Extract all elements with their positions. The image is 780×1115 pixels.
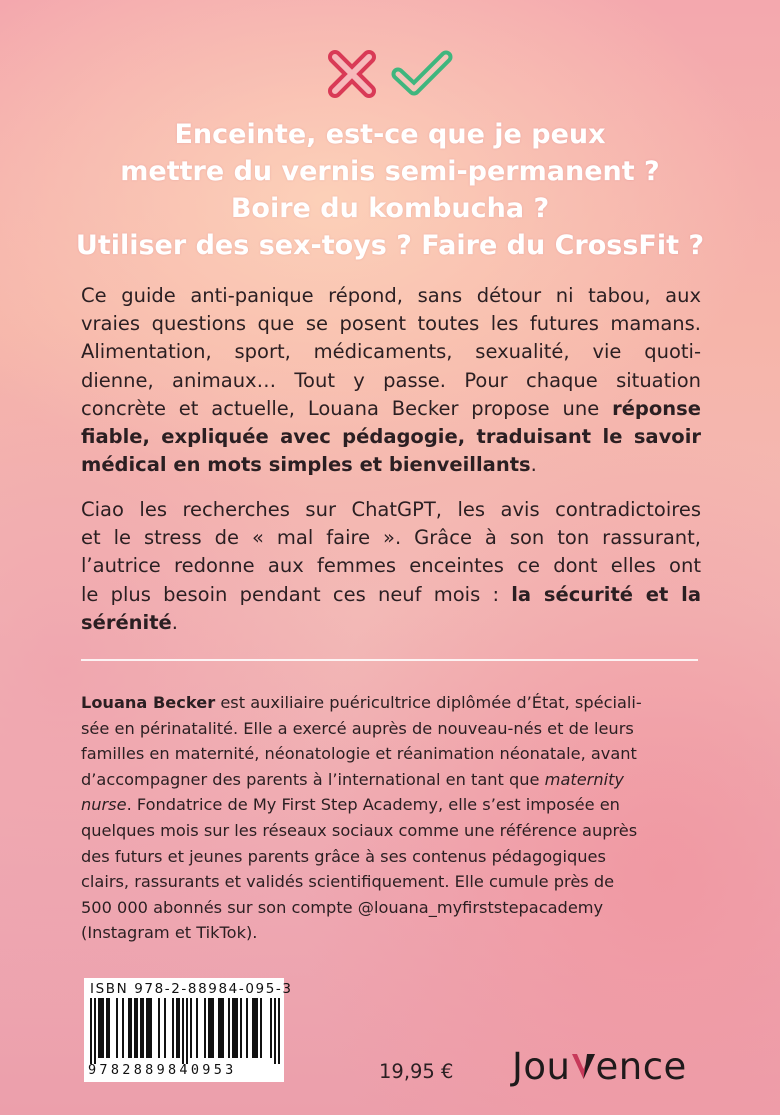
headline bbox=[0, 116, 780, 264]
barcode-bar bbox=[172, 998, 174, 1058]
check-icon bbox=[390, 48, 454, 100]
barcode-bar bbox=[210, 998, 212, 1058]
text-line: familles en maternité, néonatologie et réanimation néonatale, avant bbox=[81, 744, 637, 764]
barcode-bar bbox=[222, 998, 224, 1058]
barcode-bar bbox=[228, 998, 230, 1058]
text-line: 500 000 abonnés sur son compte @louana_myfirststepacademy bbox=[81, 897, 604, 917]
barcode-bar bbox=[182, 998, 184, 1064]
icons-row bbox=[0, 40, 780, 100]
barcode-bar bbox=[116, 998, 118, 1058]
barcode-bar bbox=[274, 998, 276, 1064]
cross-icon bbox=[326, 48, 378, 100]
barcode-bar bbox=[208, 998, 210, 1058]
logo-v-mark bbox=[571, 1046, 596, 1074]
barcode-bar bbox=[158, 998, 160, 1058]
barcode-bar bbox=[90, 998, 92, 1064]
text-line: concrète et actuelle, Louana Becker propose une réponse bbox=[81, 396, 701, 420]
text-line: médical en mots simples et bienveillants. bbox=[81, 453, 537, 477]
barcode-bar bbox=[190, 998, 192, 1058]
author-name: Louana Becker bbox=[81, 693, 216, 712]
text-line: sérénité. bbox=[81, 610, 178, 634]
headline-line: Enceinte, est-ce que je peux bbox=[174, 119, 606, 150]
barcode-bar bbox=[140, 998, 142, 1058]
barcode-bar bbox=[252, 998, 254, 1058]
barcode-bar bbox=[106, 998, 108, 1058]
author-bio bbox=[81, 690, 699, 946]
ean-digits: 9782889840953 bbox=[88, 1062, 237, 1078]
text-line: Ce guide anti-panique répond, sans détour ni tabou, aux bbox=[81, 284, 701, 307]
barcode-bar bbox=[254, 998, 256, 1058]
barcode-bar bbox=[100, 998, 102, 1058]
barcode-bar bbox=[218, 998, 220, 1058]
barcode-bar bbox=[94, 998, 96, 1064]
text-line: d’accompagner des parents à l’international en tant que maternity bbox=[81, 769, 625, 789]
barcode-bar bbox=[246, 998, 248, 1058]
text-line: et le stress de « mal faire ». Grâce à son ton rassurant, bbox=[81, 526, 701, 550]
barcode-bar bbox=[212, 998, 214, 1058]
headline-line: Boire du kombucha ? bbox=[230, 193, 550, 224]
barcode-bar bbox=[236, 998, 238, 1058]
text-line: sée en périnatalité. Elle a exercé auprès de nouveau-nés et de leurs bbox=[81, 718, 634, 738]
barcode-bar bbox=[130, 998, 132, 1058]
text-line: Ciao les recherches sur ChatGPT, les avis contradictoires bbox=[81, 498, 701, 521]
barcode-bar bbox=[142, 998, 144, 1058]
text-line: des futurs et jeunes parents grâce à ses contenus pédagogiques bbox=[81, 846, 606, 866]
barcode-bar bbox=[240, 998, 242, 1058]
text-line: Louana Becker est auxiliaire puéricultrice diplômée d’État, spéciali- bbox=[81, 693, 642, 712]
barcode-bar bbox=[220, 998, 222, 1058]
text-line: vraies questions que se posent toutes les futures mamans. bbox=[81, 312, 701, 336]
barcode-bar bbox=[128, 998, 130, 1058]
barcode-bar bbox=[260, 998, 262, 1058]
barcode-bar bbox=[136, 998, 138, 1058]
isbn-number: ISBN 978-2-88984-095-3 bbox=[90, 981, 293, 997]
barcode-bar bbox=[196, 998, 198, 1058]
barcode-bar bbox=[108, 998, 110, 1058]
isbn-barcode bbox=[84, 978, 293, 1082]
description-paragraph-2 bbox=[81, 496, 701, 637]
text-line: (Instagram et TikTok). bbox=[81, 923, 258, 943]
barcode-bar bbox=[102, 998, 104, 1058]
description-paragraph-1 bbox=[81, 282, 701, 479]
barcode-bar bbox=[204, 998, 206, 1058]
text-line: l’autrice redonne aux femmes enceintes ce dont elles ont bbox=[81, 554, 701, 578]
text-line: nurse. Fondatrice de My First Step Academy, elle s’est imposée en bbox=[81, 795, 620, 815]
barcode-bar bbox=[178, 998, 180, 1058]
text-line: quelques mois sur les réseaux sociaux comme une référence auprès bbox=[81, 820, 638, 840]
text-line: le plus besoin pendant ces neuf mois : la sécurité et la bbox=[81, 582, 701, 606]
text-line: dienne, animaux… Tout y passe. Pour chaque situation bbox=[81, 368, 701, 392]
barcode-bar bbox=[176, 998, 178, 1058]
barcode-bar bbox=[234, 998, 236, 1058]
barcode-bar bbox=[256, 998, 258, 1058]
barcode-bar bbox=[98, 998, 100, 1058]
text-line: Alimentation, sport, médicaments, sexualité, vie quoti- bbox=[81, 340, 701, 364]
text-line: clairs, rassurants et validés scientifiquement. Elle cumule près de bbox=[81, 872, 615, 892]
divider bbox=[81, 659, 698, 661]
barcode-bar bbox=[270, 998, 272, 1058]
headline-line: Utiliser des sex-toys ? Faire du CrossFit ? bbox=[75, 230, 705, 261]
barcode-bar bbox=[150, 998, 152, 1058]
barcode-bar bbox=[134, 998, 136, 1058]
headline-line: mettre du vernis semi-permanent ? bbox=[120, 156, 660, 187]
barcode-bar bbox=[232, 998, 234, 1058]
barcode-bar bbox=[146, 998, 148, 1058]
barcode-bar bbox=[164, 998, 166, 1058]
publisher-logo: Jou ence bbox=[512, 1045, 687, 1088]
price: 19,95 € bbox=[379, 1060, 454, 1083]
barcode-bar bbox=[148, 998, 150, 1058]
barcode-bars bbox=[90, 998, 280, 1064]
barcode-bar bbox=[278, 998, 280, 1064]
barcode-bar bbox=[122, 998, 124, 1058]
barcode-bar bbox=[186, 998, 188, 1064]
text-line: fiable, expliquée avec pédagogie, traduisant le savoir bbox=[81, 425, 701, 449]
